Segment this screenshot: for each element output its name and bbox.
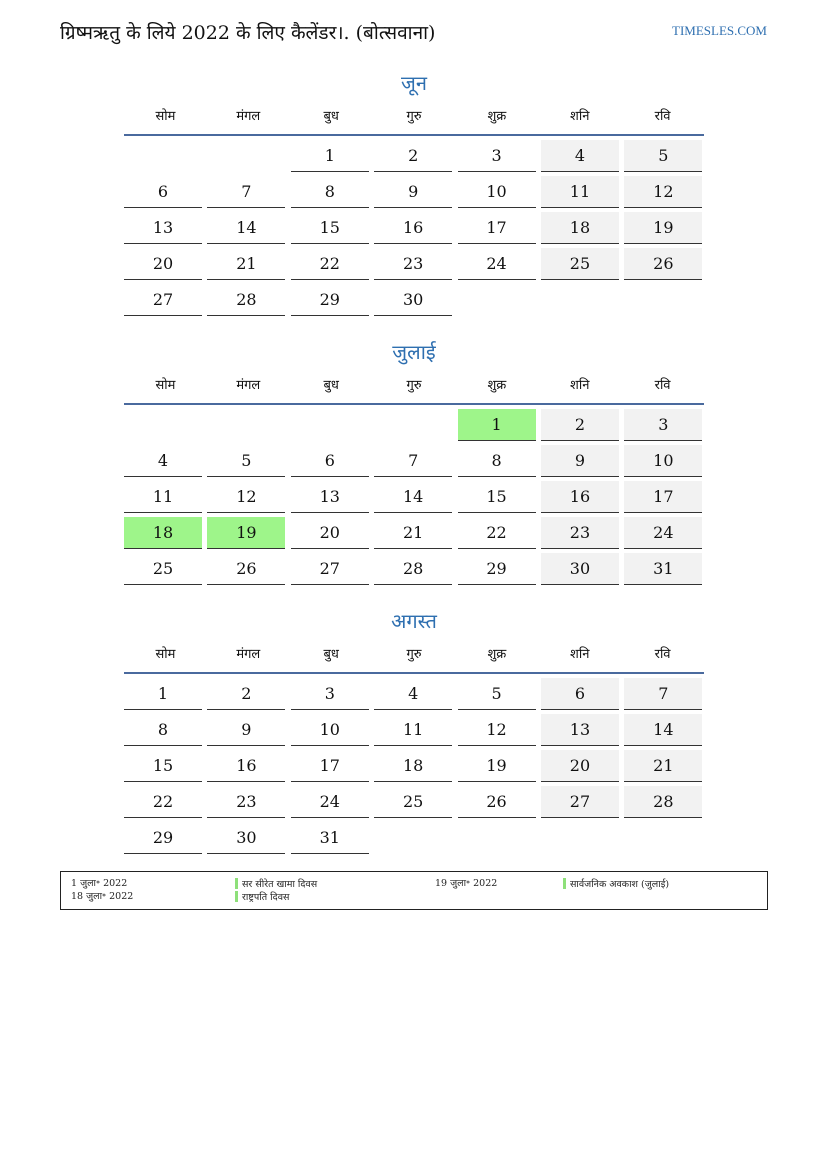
day-cell: 27 <box>124 284 202 316</box>
day-cell: 14 <box>374 481 452 513</box>
day-cell: 13 <box>291 481 369 513</box>
day-cell: 20 <box>124 248 202 280</box>
day-cell: 22 <box>124 786 202 818</box>
weekday-header <box>124 638 704 674</box>
weekday-label: सोम <box>155 647 176 662</box>
holiday-marker <box>235 891 238 902</box>
week-row <box>124 212 704 248</box>
month-title: जुलाई <box>392 340 436 364</box>
day-cell: 4 <box>124 445 202 477</box>
day-cell: 7 <box>624 678 702 710</box>
empty-day-cell <box>124 409 202 441</box>
day-cell: 9 <box>541 445 619 477</box>
day-cell: 6 <box>291 445 369 477</box>
day-cell: 7 <box>207 176 285 208</box>
month-calendar <box>124 335 704 589</box>
day-cell: 9 <box>207 714 285 746</box>
day-cell: 12 <box>624 176 702 208</box>
week-row <box>124 678 704 714</box>
weekday-label: सोम <box>155 109 176 124</box>
weekday-label: बुध <box>323 647 339 662</box>
week-row <box>124 786 704 822</box>
day-cell: 16 <box>541 481 619 513</box>
weekday-label: बुध <box>323 378 339 393</box>
legend-date: 1 जुला॰ 2022 <box>71 878 128 889</box>
day-cell: 3 <box>458 140 536 172</box>
holiday-day-cell: 19 <box>207 517 285 549</box>
empty-day-cell <box>624 284 702 316</box>
day-cell: 23 <box>207 786 285 818</box>
day-cell: 2 <box>207 678 285 710</box>
weekday-label: मंगल <box>236 378 261 393</box>
holiday-marker <box>563 878 566 889</box>
day-cell: 10 <box>291 714 369 746</box>
day-cell: 26 <box>207 553 285 585</box>
week-row <box>124 714 704 750</box>
day-cell: 15 <box>458 481 536 513</box>
weekday-label: शुक्र <box>487 378 507 393</box>
day-cell: 1 <box>124 678 202 710</box>
day-cell: 19 <box>458 750 536 782</box>
day-cell: 24 <box>624 517 702 549</box>
week-row <box>124 409 704 445</box>
day-cell: 7 <box>374 445 452 477</box>
day-cell: 8 <box>458 445 536 477</box>
day-cell: 19 <box>624 212 702 244</box>
site-link[interactable]: TIMESLES.COM <box>672 23 767 38</box>
weekday-label: शनि <box>570 378 590 393</box>
holiday-legend <box>60 871 768 910</box>
day-cell: 12 <box>458 714 536 746</box>
day-cell: 5 <box>207 445 285 477</box>
week-row <box>124 553 704 589</box>
empty-day-cell <box>207 409 285 441</box>
week-row <box>124 822 704 858</box>
empty-day-cell <box>374 409 452 441</box>
weekday-label: रवि <box>654 109 671 124</box>
week-row <box>124 481 704 517</box>
day-cell: 14 <box>624 714 702 746</box>
empty-day-cell <box>624 822 702 854</box>
weekday-header <box>124 100 704 136</box>
day-cell: 16 <box>374 212 452 244</box>
week-row <box>124 140 704 176</box>
month-title: जून <box>401 71 427 95</box>
day-cell: 23 <box>541 517 619 549</box>
day-cell: 6 <box>541 678 619 710</box>
day-cell: 21 <box>374 517 452 549</box>
week-row <box>124 284 704 320</box>
week-row <box>124 248 704 284</box>
weekday-label: शुक्र <box>487 109 507 124</box>
week-row <box>124 445 704 481</box>
holiday-day-cell: 18 <box>124 517 202 549</box>
day-cell: 21 <box>624 750 702 782</box>
day-cell: 10 <box>624 445 702 477</box>
day-cell: 30 <box>541 553 619 585</box>
empty-day-cell <box>541 284 619 316</box>
week-row <box>124 517 704 553</box>
empty-day-cell <box>541 822 619 854</box>
legend-date: 19 जुला॰ 2022 <box>435 878 498 889</box>
day-cell: 16 <box>207 750 285 782</box>
weekday-label: रवि <box>654 647 671 662</box>
day-cell: 2 <box>374 140 452 172</box>
day-cell: 2 <box>541 409 619 441</box>
day-cell: 26 <box>624 248 702 280</box>
day-cell: 27 <box>541 786 619 818</box>
day-cell: 25 <box>124 553 202 585</box>
day-cell: 15 <box>124 750 202 782</box>
day-cell: 29 <box>124 822 202 854</box>
empty-day-cell <box>374 822 452 854</box>
legend-holiday-name: सर सीरेत खामा दिवस <box>235 878 317 891</box>
holiday-day-cell: 1 <box>458 409 536 441</box>
day-cell: 28 <box>207 284 285 316</box>
day-cell: 1 <box>291 140 369 172</box>
day-cell: 29 <box>291 284 369 316</box>
day-cell: 3 <box>291 678 369 710</box>
day-cell: 12 <box>207 481 285 513</box>
day-cell: 14 <box>207 212 285 244</box>
day-cell: 17 <box>624 481 702 513</box>
day-cell: 24 <box>458 248 536 280</box>
day-cell: 31 <box>291 822 369 854</box>
day-cell: 23 <box>374 248 452 280</box>
day-cell: 17 <box>291 750 369 782</box>
day-cell: 29 <box>458 553 536 585</box>
day-cell: 22 <box>458 517 536 549</box>
weekday-label: बुध <box>323 109 339 124</box>
month-calendar <box>124 604 704 858</box>
day-cell: 13 <box>541 714 619 746</box>
day-cell: 28 <box>374 553 452 585</box>
week-row <box>124 176 704 212</box>
day-cell: 11 <box>541 176 619 208</box>
day-cell: 11 <box>374 714 452 746</box>
weekday-label: मंगल <box>236 647 261 662</box>
day-cell: 17 <box>458 212 536 244</box>
holiday-marker <box>235 878 238 889</box>
day-cell: 20 <box>291 517 369 549</box>
legend-holiday-name: राष्ट्रपति दिवस <box>235 891 289 904</box>
empty-day-cell <box>207 140 285 172</box>
day-cell: 4 <box>374 678 452 710</box>
day-cell: 20 <box>541 750 619 782</box>
weekday-label: गुरु <box>406 378 422 393</box>
day-cell: 22 <box>291 248 369 280</box>
empty-day-cell <box>458 822 536 854</box>
day-cell: 21 <box>207 248 285 280</box>
day-cell: 8 <box>291 176 369 208</box>
weekday-label: गुरु <box>406 109 422 124</box>
empty-day-cell <box>291 409 369 441</box>
weekday-label: मंगल <box>236 109 261 124</box>
legend-holiday-name: सार्वजनिक अवकाश (जुलाई) <box>563 878 669 891</box>
week-row <box>124 750 704 786</box>
day-cell: 6 <box>124 176 202 208</box>
day-cell: 30 <box>374 284 452 316</box>
day-cell: 27 <box>291 553 369 585</box>
day-cell: 24 <box>291 786 369 818</box>
weekday-label: शनि <box>570 647 590 662</box>
weekday-label: रवि <box>654 378 671 393</box>
page-title: ग्रिष्मऋतु के लिये 2022 के लिए कैलेंडर।. (बोत्सवाना) <box>60 22 436 44</box>
day-cell: 5 <box>458 678 536 710</box>
weekday-label: गुरु <box>406 647 422 662</box>
day-cell: 13 <box>124 212 202 244</box>
weekday-header <box>124 369 704 405</box>
weekday-label: सोम <box>155 378 176 393</box>
weekday-label: शुक्र <box>487 647 507 662</box>
day-cell: 26 <box>458 786 536 818</box>
empty-day-cell <box>458 284 536 316</box>
day-cell: 18 <box>541 212 619 244</box>
legend-date: 18 जुला॰ 2022 <box>71 891 134 902</box>
day-cell: 25 <box>541 248 619 280</box>
day-cell: 11 <box>124 481 202 513</box>
day-cell: 5 <box>624 140 702 172</box>
day-cell: 3 <box>624 409 702 441</box>
month-calendar <box>124 66 704 320</box>
day-cell: 28 <box>624 786 702 818</box>
day-cell: 15 <box>291 212 369 244</box>
day-cell: 10 <box>458 176 536 208</box>
weekday-label: शनि <box>570 109 590 124</box>
empty-day-cell <box>124 140 202 172</box>
day-cell: 18 <box>374 750 452 782</box>
day-cell: 8 <box>124 714 202 746</box>
day-cell: 25 <box>374 786 452 818</box>
day-cell: 9 <box>374 176 452 208</box>
day-cell: 30 <box>207 822 285 854</box>
month-title: अगस्त <box>391 609 437 633</box>
day-cell: 31 <box>624 553 702 585</box>
day-cell: 4 <box>541 140 619 172</box>
